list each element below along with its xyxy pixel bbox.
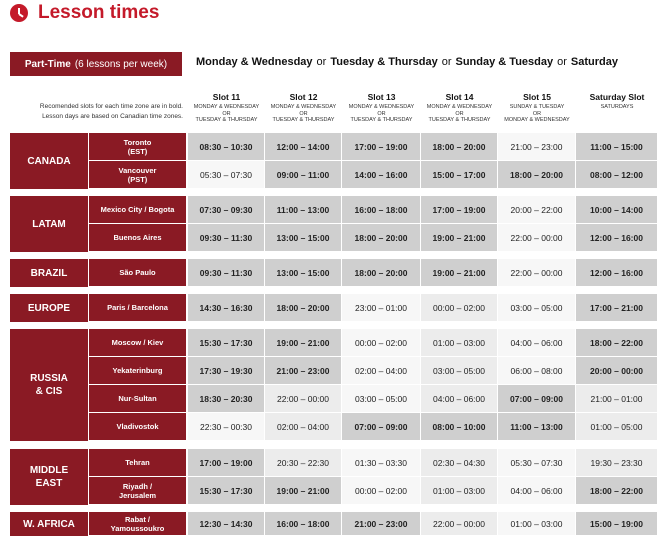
time-cell: 09:00 – 11:00 bbox=[265, 161, 342, 189]
city-label: Nur-Sultan bbox=[89, 385, 186, 413]
schedule-note bbox=[8, 102, 183, 122]
days-option: Monday & Wednesday bbox=[196, 56, 313, 68]
time-cell: 11:00 – 15:00 bbox=[576, 133, 658, 161]
slot-days-line: SATURDAYS bbox=[600, 104, 634, 110]
slot-days bbox=[265, 104, 342, 124]
slot-header bbox=[421, 92, 498, 124]
plan-days bbox=[196, 56, 618, 68]
plan-detail: (6 lessons per week) bbox=[74, 58, 168, 70]
time-cell: 08:30 – 10:30 bbox=[188, 133, 265, 161]
time-cell: 08:00 – 10:00 bbox=[421, 413, 498, 441]
slot-days-line: TUESDAY & THURSDAY bbox=[428, 117, 491, 123]
time-cell: 02:30 – 04:30 bbox=[421, 449, 498, 477]
page-title: Lesson times bbox=[38, 2, 160, 23]
time-cell: 07:00 – 09:00 bbox=[498, 385, 576, 413]
time-cell: 14:30 – 16:30 bbox=[188, 294, 265, 322]
time-cell: 04:00 – 06:00 bbox=[421, 385, 498, 413]
time-cell: 12:30 – 14:30 bbox=[188, 512, 265, 536]
region-label: MIDDLE EAST bbox=[10, 449, 88, 505]
time-cell: 17:30 – 19:30 bbox=[188, 357, 265, 385]
slot-name: Slot 15 bbox=[523, 92, 551, 102]
slot-days-line: TUESDAY & THURSDAY bbox=[350, 117, 413, 123]
time-cell: 03:00 – 05:00 bbox=[498, 294, 576, 322]
time-cell: 15:00 – 17:00 bbox=[421, 161, 498, 189]
time-cell: 09:30 – 11:30 bbox=[188, 259, 265, 287]
time-cell: 01:00 – 03:00 bbox=[498, 512, 576, 536]
time-cell: 23:00 – 01:00 bbox=[342, 294, 421, 322]
time-cell: 18:00 – 20:00 bbox=[342, 224, 421, 252]
slot-days-line: TUESDAY & THURSDAY bbox=[195, 117, 258, 123]
city-label: Vancouver (PST) bbox=[89, 161, 186, 189]
or-word: or bbox=[557, 56, 567, 68]
time-cell: 01:30 – 03:30 bbox=[342, 449, 421, 477]
time-cell: 22:00 – 00:00 bbox=[498, 224, 576, 252]
city-label: Riyadh / Jerusalem bbox=[89, 477, 186, 505]
city-label: Tehran bbox=[89, 449, 186, 477]
time-cell: 18:00 – 22:00 bbox=[576, 329, 658, 357]
plan-badge bbox=[10, 52, 182, 76]
slot-days-line: MONDAY & WEDNESDAY bbox=[193, 104, 260, 110]
city-label: Rabat / Yamoussoukro bbox=[89, 512, 186, 536]
time-cell: 18:30 – 20:30 bbox=[188, 385, 265, 413]
note-line: Recomended slots for each time zone are in bold. bbox=[39, 103, 183, 110]
region-label: EUROPE bbox=[10, 294, 88, 322]
time-cell: 22:00 – 00:00 bbox=[265, 385, 342, 413]
slot-days bbox=[498, 104, 576, 124]
slot-days-line: MONDAY & WEDNESDAY bbox=[348, 104, 415, 110]
time-cell: 13:00 – 15:00 bbox=[265, 224, 342, 252]
city-label: São Paulo bbox=[89, 259, 186, 287]
region-label: W. AFRICA bbox=[10, 512, 88, 536]
slot-days-line: OR bbox=[455, 110, 464, 117]
time-cell: 05:30 – 07:30 bbox=[188, 161, 265, 189]
time-cell: 19:00 – 21:00 bbox=[421, 224, 498, 252]
time-cell: 11:00 – 13:00 bbox=[265, 196, 342, 224]
time-cell: 18:00 – 20:00 bbox=[265, 294, 342, 322]
time-cell: 03:00 – 05:00 bbox=[421, 357, 498, 385]
clock-icon bbox=[10, 4, 28, 22]
time-cell: 17:00 – 19:00 bbox=[421, 196, 498, 224]
time-cell: 03:00 – 05:00 bbox=[342, 385, 421, 413]
city-label: Vladivostok bbox=[89, 413, 186, 441]
slot-days bbox=[188, 104, 265, 124]
time-cell: 00:00 – 02:00 bbox=[342, 329, 421, 357]
slot-name: Slot 12 bbox=[289, 92, 318, 102]
time-cell: 20:00 – 22:00 bbox=[498, 196, 576, 224]
time-cell: 18:00 – 20:00 bbox=[421, 133, 498, 161]
slot-days-line: MONDAY & WEDNESDAY bbox=[270, 104, 337, 110]
time-cell: 01:00 – 03:00 bbox=[421, 477, 498, 505]
slot-header bbox=[576, 92, 658, 111]
time-cell: 18:00 – 22:00 bbox=[576, 477, 658, 505]
time-cell: 16:00 – 18:00 bbox=[265, 512, 342, 536]
slot-days-line: OR bbox=[299, 110, 308, 117]
time-cell: 00:00 – 02:00 bbox=[421, 294, 498, 322]
time-cell: 10:00 – 14:00 bbox=[576, 196, 658, 224]
time-cell: 22:30 – 00:30 bbox=[188, 413, 265, 441]
time-cell: 17:00 – 19:00 bbox=[342, 133, 421, 161]
time-cell: 21:00 – 01:00 bbox=[576, 385, 658, 413]
slot-days-line: OR bbox=[377, 110, 386, 117]
time-cell: 17:00 – 21:00 bbox=[576, 294, 658, 322]
time-cell: 21:00 – 23:00 bbox=[498, 133, 576, 161]
city-label: Mexico City / Bogota bbox=[89, 196, 186, 224]
time-cell: 06:00 – 08:00 bbox=[498, 357, 576, 385]
or-word: or bbox=[441, 56, 452, 68]
slot-name: Slot 13 bbox=[367, 92, 396, 102]
slot-header bbox=[188, 92, 265, 124]
plan-name: Part-Time bbox=[24, 58, 71, 70]
time-cell: 20:30 – 22:30 bbox=[265, 449, 342, 477]
city-label: Yekaterinburg bbox=[89, 357, 186, 385]
slot-days-line: OR bbox=[532, 110, 542, 117]
city-label: Paris / Barcelona bbox=[89, 294, 186, 322]
or-word: or bbox=[316, 56, 327, 68]
slot-header bbox=[342, 92, 421, 124]
slot-days bbox=[421, 104, 498, 124]
slot-days bbox=[576, 104, 658, 111]
slot-days-line: MONDAY & WEDNESDAY bbox=[504, 117, 570, 123]
slot-days bbox=[342, 104, 421, 124]
time-cell: 08:00 – 12:00 bbox=[576, 161, 658, 189]
time-cell: 19:00 – 21:00 bbox=[265, 329, 342, 357]
time-cell: 05:30 – 07:30 bbox=[498, 449, 576, 477]
time-cell: 19:30 – 23:30 bbox=[576, 449, 658, 477]
slot-name: Saturday Slot bbox=[589, 92, 645, 102]
time-cell: 18:00 – 20:00 bbox=[498, 161, 576, 189]
region-label: BRAZIL bbox=[10, 259, 88, 287]
time-cell: 22:00 – 00:00 bbox=[498, 259, 576, 287]
slot-days-line: MONDAY & WEDNESDAY bbox=[426, 104, 493, 110]
time-cell: 07:30 – 09:30 bbox=[188, 196, 265, 224]
time-cell: 15:30 – 17:30 bbox=[188, 329, 265, 357]
city-label: Moscow / Kiev bbox=[89, 329, 186, 357]
time-cell: 00:00 – 02:00 bbox=[342, 477, 421, 505]
time-cell: 12:00 – 16:00 bbox=[576, 224, 658, 252]
time-cell: 13:00 – 15:00 bbox=[265, 259, 342, 287]
slot-header bbox=[498, 92, 576, 124]
time-cell: 11:00 – 13:00 bbox=[498, 413, 576, 441]
slot-days-line: TUESDAY & THURSDAY bbox=[272, 117, 335, 123]
days-option: Sunday & Tuesday bbox=[455, 56, 554, 68]
time-cell: 02:00 – 04:00 bbox=[265, 413, 342, 441]
region-label: RUSSIA & CIS bbox=[10, 329, 88, 441]
time-cell: 14:00 – 16:00 bbox=[342, 161, 421, 189]
time-cell: 04:00 – 06:00 bbox=[498, 477, 576, 505]
time-cell: 12:00 – 14:00 bbox=[265, 133, 342, 161]
time-cell: 04:00 – 06:00 bbox=[498, 329, 576, 357]
slot-days-line: SUNDAY & TUESDAY bbox=[509, 104, 565, 110]
time-cell: 17:00 – 19:00 bbox=[188, 449, 265, 477]
time-cell: 19:00 – 21:00 bbox=[265, 477, 342, 505]
time-cell: 16:00 – 18:00 bbox=[342, 196, 421, 224]
region-label: LATAM bbox=[10, 196, 88, 252]
time-cell: 21:00 – 23:00 bbox=[342, 512, 421, 536]
time-cell: 21:00 – 23:00 bbox=[265, 357, 342, 385]
time-cell: 09:30 – 11:30 bbox=[188, 224, 265, 252]
days-option: Tuesday & Thursday bbox=[330, 56, 438, 68]
slot-name: Slot 14 bbox=[445, 92, 474, 102]
time-cell: 15:00 – 19:00 bbox=[576, 512, 658, 536]
time-cell: 22:00 – 00:00 bbox=[421, 512, 498, 536]
days-option: Saturday bbox=[570, 56, 618, 68]
time-cell: 01:00 – 03:00 bbox=[421, 329, 498, 357]
time-cell: 18:00 – 20:00 bbox=[342, 259, 421, 287]
region-label: CANADA bbox=[10, 133, 88, 189]
title-bar bbox=[10, 2, 159, 24]
slot-header bbox=[265, 92, 342, 124]
note-line: Lesson days are based on Canadian time zones. bbox=[42, 113, 183, 120]
city-label: Toronto (EST) bbox=[89, 133, 186, 161]
time-cell: 07:00 – 09:00 bbox=[342, 413, 421, 441]
time-cell: 15:30 – 17:30 bbox=[188, 477, 265, 505]
slot-days-line: OR bbox=[222, 110, 231, 117]
time-cell: 19:00 – 21:00 bbox=[421, 259, 498, 287]
slot-name: Slot 11 bbox=[212, 92, 241, 102]
city-label: Buenos Aires bbox=[89, 224, 186, 252]
time-cell: 20:00 – 00:00 bbox=[576, 357, 658, 385]
time-cell: 12:00 – 16:00 bbox=[576, 259, 658, 287]
time-cell: 01:00 – 05:00 bbox=[576, 413, 658, 441]
time-cell: 02:00 – 04:00 bbox=[342, 357, 421, 385]
